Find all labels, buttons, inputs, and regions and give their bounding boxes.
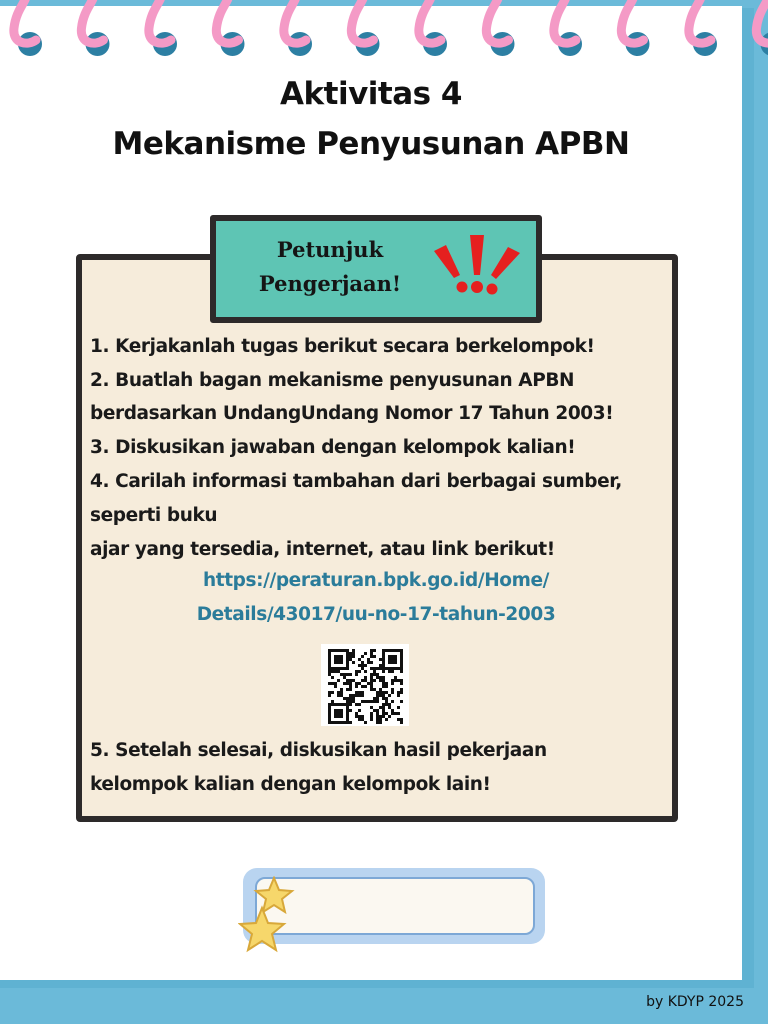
instruction-4-cont-1: seperti buku [90, 505, 218, 526]
activity-subtitle: Mekanisme Penyusunan APBN [112, 126, 630, 162]
reference-link-line-2[interactable]: Details/43017/uu-no-17-tahun-2003 [196, 604, 556, 625]
instruction-4-cont-2: ajar yang tersedia, internet, atau link berikut! [90, 539, 555, 560]
instruction-2: 2. Buatlah bagan mekanisme penyusunan APBN [90, 370, 575, 391]
instruction-5-cont: kelompok kalian dengan kelompok lain! [90, 774, 491, 795]
spiral-ring [756, 0, 768, 56]
qr-code-icon[interactable] [321, 644, 409, 726]
instruction-1: 1. Kerjakanlah tugas berikut secara berkelompok! [90, 336, 595, 357]
author-credit: by KDYP 2025 [646, 994, 744, 1010]
spiral-ring [149, 0, 177, 56]
spiral-ring [216, 0, 244, 56]
instruction-2-cont: berdasarkan UndangUndang Nomor 17 Tahun 2003! [90, 403, 614, 424]
spiral-ring [284, 0, 312, 56]
spiral-ring [621, 0, 649, 56]
instruction-3: 3. Diskusikan jawaban dengan kelompok kalian! [90, 437, 576, 458]
instruction-4: 4. Carilah informasi tambahan dari berbagai sumber, [90, 471, 622, 492]
activity-title: Aktivitas 4 [280, 76, 462, 112]
instruction-5: 5. Setelah selesai, diskusikan hasil pekerjaan [90, 740, 547, 761]
header-line-2: Pengerjaan! [258, 271, 402, 296]
header-line-1: Petunjuk [276, 237, 384, 262]
reference-link-line-1[interactable]: https://peraturan.bpk.go.id/Home/ [203, 570, 549, 591]
header-text [230, 233, 430, 301]
instruction-header [210, 215, 542, 323]
spiral-ring [689, 0, 717, 56]
spiral-ring [81, 0, 109, 56]
spiral-binding [0, 0, 768, 70]
spiral-ring [419, 0, 447, 56]
spiral-ring [486, 0, 514, 56]
stars-icon [238, 876, 298, 960]
spiral-ring [14, 0, 42, 56]
spiral-ring [351, 0, 379, 56]
spiral-ring [554, 0, 582, 56]
exclamation-marks-icon [430, 229, 526, 301]
